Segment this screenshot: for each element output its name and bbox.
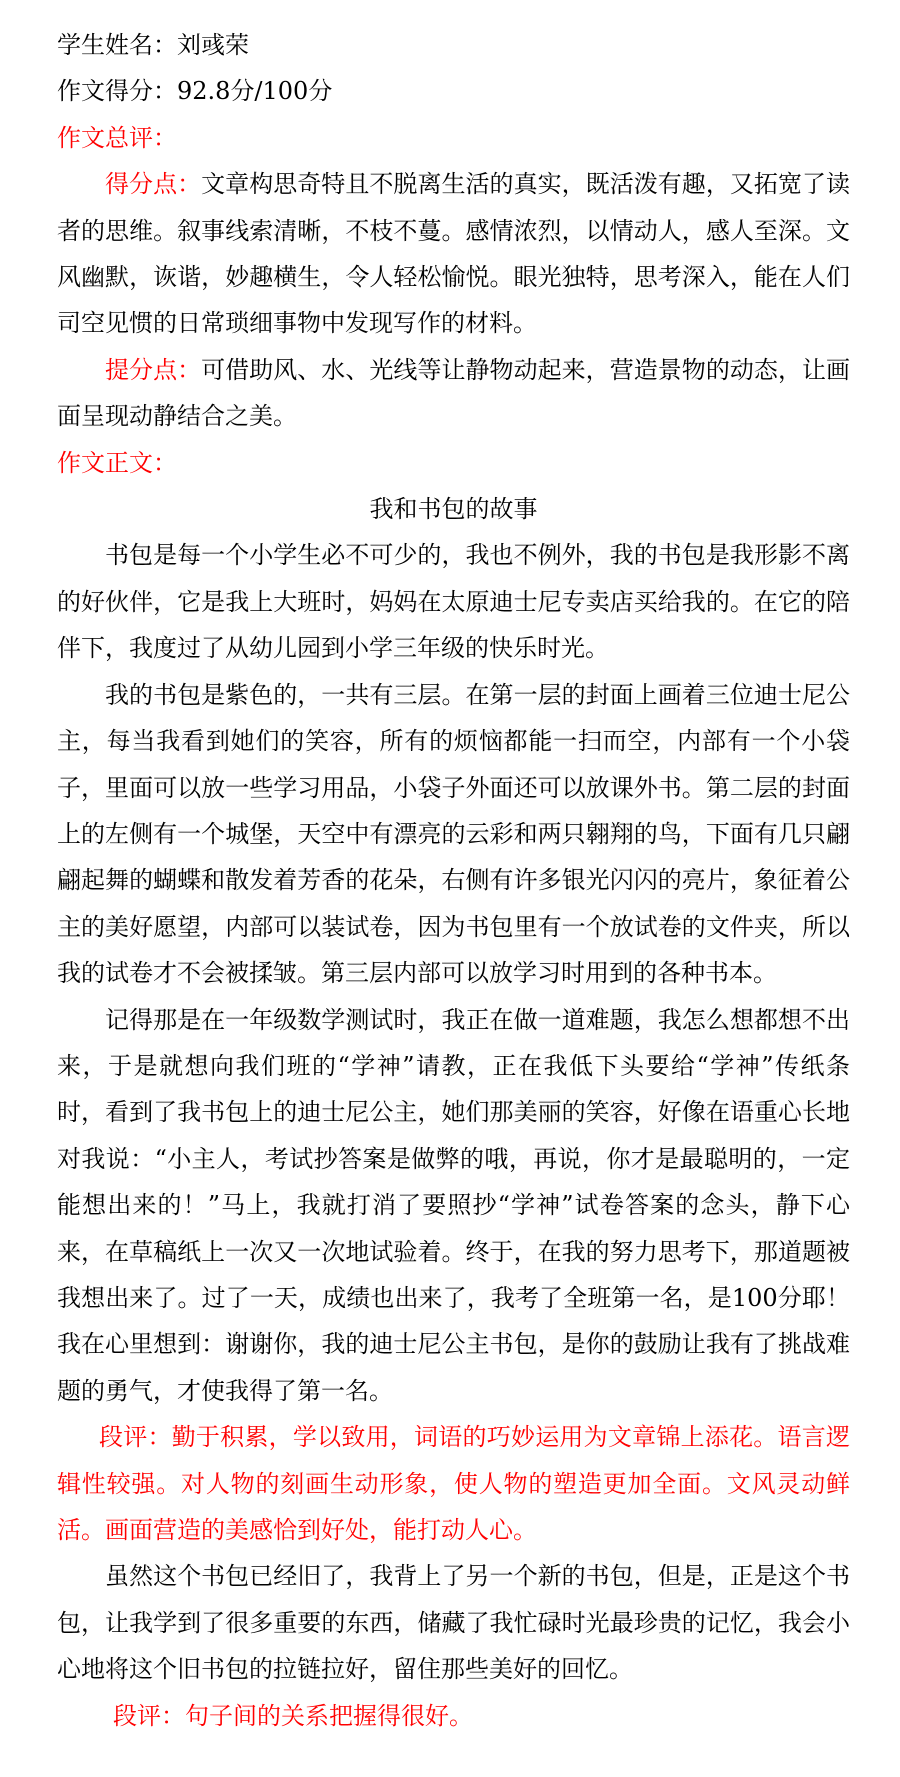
improve-paragraph	[57, 347, 850, 440]
improve-text: 可借助风、水、光线等让静物动起来，营造景物的动态，让画面呈现动静结合之美。	[57, 355, 851, 431]
student-name: 刘彧荣	[177, 31, 249, 59]
strengths-label: 得分点：	[105, 170, 202, 199]
improve-label: 提分点：	[105, 355, 202, 384]
essay-document	[57, 22, 850, 1739]
essay-title: 我和书包的故事	[369, 495, 538, 524]
student-name-line	[57, 22, 850, 68]
score-value: 92.8分/100分	[177, 77, 333, 106]
essay-paragraph: 记得那是在一年级数学测试时，我正在做一道难题，我怎么想都想不出来，于是就想向我们班的“学神”请教，正在我低下头要给“学神”传纸条时，看到了我书包上的迪士尼公主，她们那美丽的笑容，好像在语重心长地对我说：“小主人，考试抄答案是做弊的哦，再说，你才是最聪明的，一定能想出来的！”马上，我就打消了要照抄“学神”试卷答案的念头，静下心来，在草稿纸上一次又一次地试验着。终于，在我的努力思考下，那道题被我想出来了。过了一天，成绩也出来了，我考了全班第一名，是100分耶！我在心里想到：谢谢你，我的迪士尼公主书包，是你的鼓励让我有了挑战难题的勇气，才使我得了第一名。	[57, 1005, 850, 1405]
essay-heading: 作文正文：	[57, 448, 177, 477]
essay-paragraph: 书包是每一个小学生必不可少的，我也不例外，我的书包是我形影不离的好伙伴，它是我上大班时，妈妈在太原迪士尼专卖店买给我的。在它的陪伴下，我度过了从幼儿园到小学三年级的快乐时光。	[57, 541, 850, 663]
overall-review-heading: 作文总评：	[57, 123, 177, 152]
score-label: 作文得分：	[57, 77, 177, 106]
paragraph-comment: 段评：勤于积累，学以致用，词语的巧妙运用为文章锦上添花。语言逻辑性较强。对人物的刻画生动形象，使人物的塑造更加全面。文风灵动鲜活。画面营造的美感恰到好处，能打动人心。	[57, 1423, 850, 1544]
strengths-paragraph	[57, 161, 850, 347]
paragraph-comment: 段评：句子间的关系把握得很好。	[113, 1701, 473, 1730]
score-line	[57, 68, 850, 114]
essay-paragraph: 虽然这个书包已经旧了，我背上了另一个新的书包，但是，正是这个书包，让我学到了很多重要的东西，储藏了我忙碌时光最珍贵的记忆，我会小心地将这个旧书包的拉链拉好，留住那些美好的回忆。	[57, 1562, 850, 1684]
essay-paragraph: 我的书包是紫色的，一共有三层。在第一层的封面上画着三位迪士尼公主，每当我看到她们的笑容，所有的烦恼都能一扫而空，内部有一个小袋子，里面可以放一些学习用品，小袋子外面还可以放课外书。第二层的封面上的左侧有一个城堡，天空中有漂亮的云彩和两只翱翔的鸟，下面有几只翩翩起舞的蝴蝶和散发着芳香的花朵，右侧有许多银光闪闪的亮片，象征着公主的美好愿望，内部可以装试卷，因为书包里有一个放试卷的文件夹，所以我的试卷才不会被揉皱。第三层内部可以放学习时用到的各种书本。	[57, 680, 850, 988]
strengths-text: 文章构思奇特且不脱离生活的真实，既活泼有趣，又拓宽了读者的思维。叙事线索清晰，不枝不蔓。感情浓烈，以情动人，感人至深。文风幽默，诙谐，妙趣横生，令人轻松愉悦。眼光独特，思考深入，能在人们司空见惯的日常琐细事物中发现写作的材料。	[57, 170, 851, 338]
student-name-label: 学生姓名：	[57, 31, 177, 59]
